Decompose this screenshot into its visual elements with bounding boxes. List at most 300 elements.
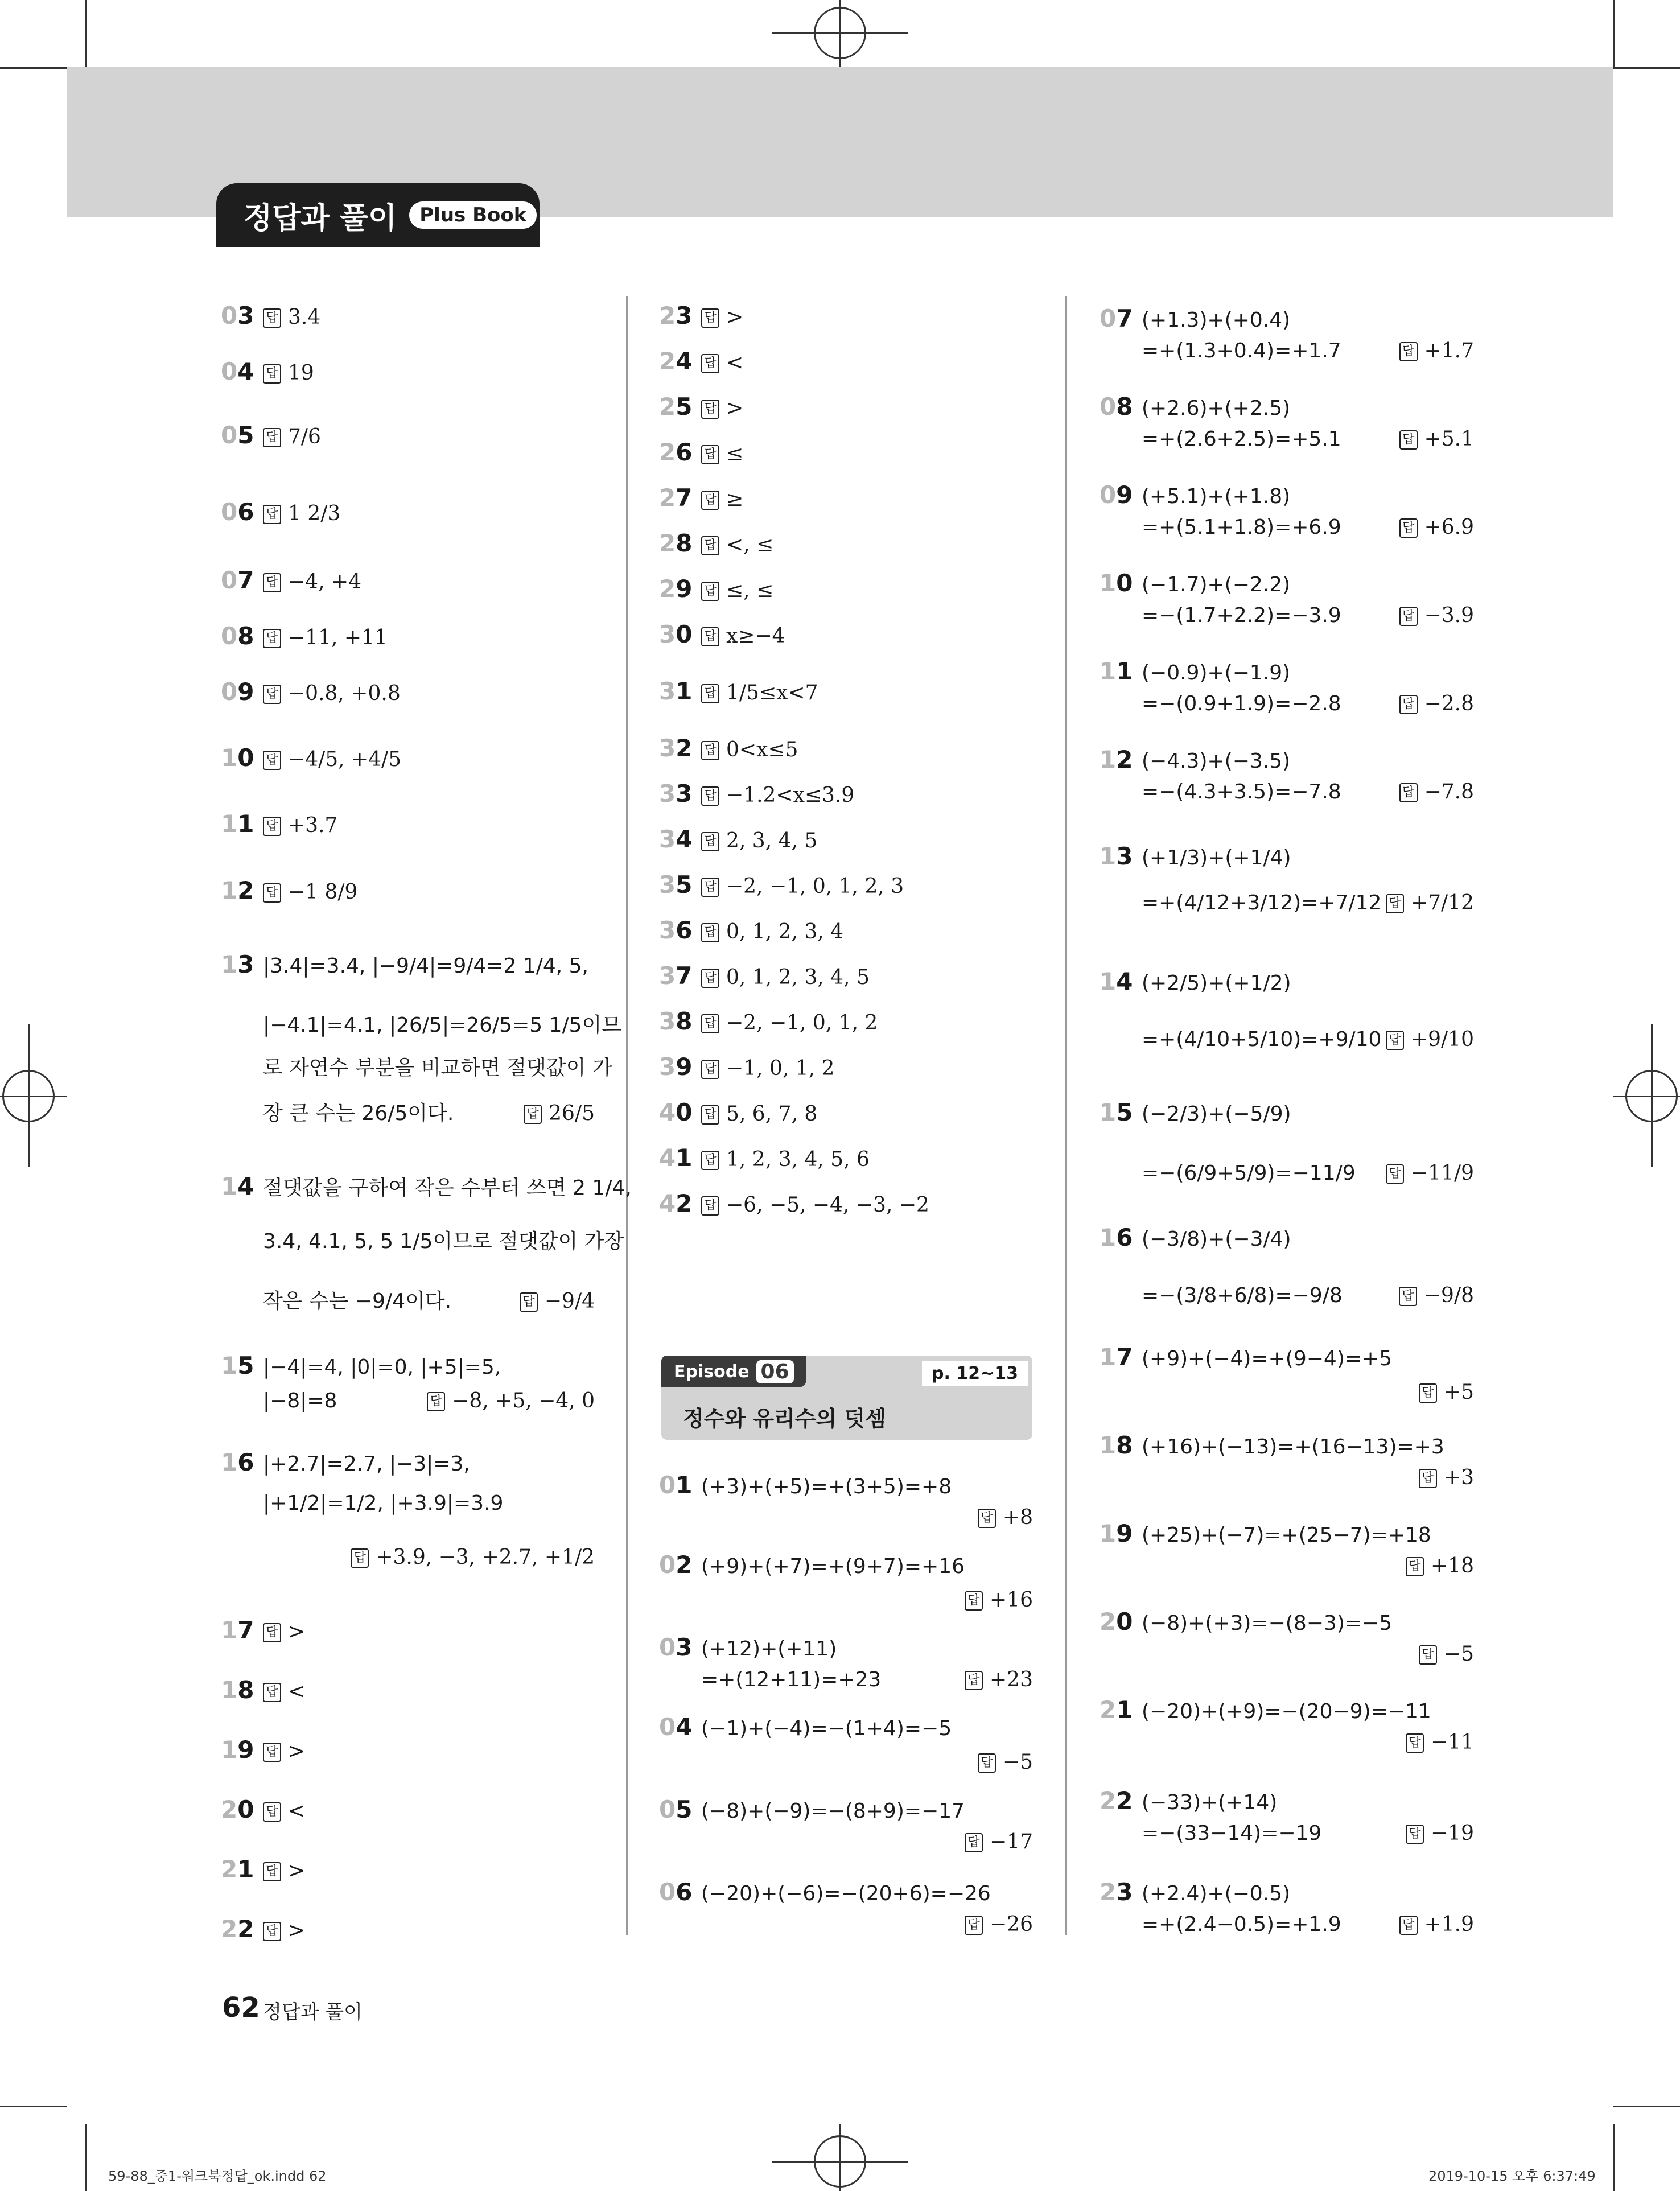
answer-marker-icon: 답 xyxy=(1419,1469,1437,1488)
answer-value xyxy=(263,425,321,448)
column-divider xyxy=(626,296,628,1935)
solution-text: (+2.4)+(−0.5) xyxy=(1142,1882,1291,1905)
answer-row xyxy=(659,1878,1033,1906)
answer-row xyxy=(1100,780,1474,804)
answer-marker-icon: 답 xyxy=(1399,1287,1417,1306)
answer-row xyxy=(221,357,595,386)
answer-value xyxy=(701,1193,929,1217)
registration-line xyxy=(839,2124,841,2191)
answer-marker-icon: 답 xyxy=(427,1392,445,1411)
problem-number: 11 xyxy=(221,810,254,838)
answer-row xyxy=(1100,891,1474,915)
problem-number: 18 xyxy=(1100,1431,1133,1459)
answer-row xyxy=(1100,304,1474,333)
problem-number: 07 xyxy=(1100,304,1133,332)
answer-row xyxy=(659,1471,1033,1500)
answer-marker-icon: 답 xyxy=(701,969,719,988)
answer-text: +9/10 xyxy=(1410,1028,1474,1051)
answer-marker-icon: 답 xyxy=(701,786,719,806)
answer-row xyxy=(659,1750,1033,1774)
answer-text: +1.9 xyxy=(1424,1913,1474,1936)
answer-text: 0, 1, 2, 3, 4 xyxy=(726,920,844,944)
problem-number: 38 xyxy=(659,1007,693,1035)
answer-value xyxy=(263,1919,305,1942)
answer-value xyxy=(701,920,843,944)
answer-value xyxy=(524,1101,595,1126)
answer-row xyxy=(221,1101,595,1126)
answer-value xyxy=(1406,1821,1474,1846)
answer-row xyxy=(659,1633,1033,1662)
answer-value xyxy=(701,1102,817,1126)
registration-line xyxy=(28,1024,30,1167)
answer-value xyxy=(701,738,798,761)
answer-row xyxy=(1100,1027,1474,1052)
plus-book-badge: Plus Book xyxy=(409,201,537,229)
answer-row xyxy=(1100,481,1474,509)
answer-value xyxy=(263,1859,305,1883)
answer-marker-icon: 답 xyxy=(701,923,719,942)
problem-number: 21 xyxy=(221,1855,254,1883)
answer-text: 2, 3, 4, 5 xyxy=(726,829,818,852)
answer-value xyxy=(965,1830,1033,1854)
answer-marker-icon: 답 xyxy=(965,1833,983,1852)
solution-text: 작은 수는 −9/4이다. xyxy=(263,1290,452,1313)
problem-number: 16 xyxy=(221,1448,254,1476)
solution-text: (−8)+(−9)=−(8+9)=−17 xyxy=(701,1799,965,1823)
answer-row xyxy=(221,1616,595,1645)
answer-row xyxy=(659,393,1033,421)
answer-marker-icon: 답 xyxy=(701,741,719,760)
title-tab xyxy=(216,183,540,247)
answer-value xyxy=(1419,1380,1474,1405)
crop-mark xyxy=(1613,2124,1615,2191)
answer-value xyxy=(263,361,314,385)
answer-text: > xyxy=(288,1740,306,1763)
problem-number: 06 xyxy=(659,1878,693,1906)
answer-value xyxy=(1399,1283,1474,1308)
answer-value xyxy=(701,579,773,602)
answer-text: −9/4 xyxy=(544,1290,595,1313)
solution-text: |+2.7|=2.7, |−3|=3, xyxy=(263,1452,470,1476)
answer-marker-icon: 답 xyxy=(263,1623,281,1642)
answer-text: <, ≤ xyxy=(726,533,774,557)
solution-text: (+2.6)+(+2.5) xyxy=(1142,397,1291,420)
solution-text: 로 자연수 부분을 비교하면 절댓값이 가 xyxy=(263,1056,612,1080)
crop-mark xyxy=(0,67,67,69)
answer-text: −4/5, +4/5 xyxy=(288,748,402,771)
answer-marker-icon: 답 xyxy=(701,536,719,555)
answer-text: 5, 6, 7, 8 xyxy=(726,1102,818,1126)
problem-number: 23 xyxy=(1100,1878,1133,1906)
answer-value xyxy=(978,1750,1033,1774)
answer-value xyxy=(965,1912,1033,1937)
answer-row xyxy=(1100,515,1474,539)
answer-text: −5 xyxy=(1002,1751,1033,1774)
answer-text: +6.9 xyxy=(1424,516,1474,539)
answer-row xyxy=(659,1098,1033,1127)
answer-value xyxy=(701,1057,834,1080)
answer-row xyxy=(1100,1696,1474,1724)
solution-text: |−4.1|=4.1, |26/5|=26/5=5 1/5이므 xyxy=(263,1014,622,1037)
solution-text: |3.4|=3.4, |−9/4|=9/4=2 1/4, 5, xyxy=(263,954,588,978)
answer-value xyxy=(263,748,401,771)
answer-row xyxy=(221,1736,595,1764)
episode-number: 06 xyxy=(756,1360,794,1383)
answer-text: 19 xyxy=(288,361,314,385)
answer-text: −1.2<x≤3.9 xyxy=(726,784,855,807)
answer-row xyxy=(659,302,1033,330)
solution-text: (+12)+(+11) xyxy=(701,1637,837,1661)
problem-number: 20 xyxy=(1100,1608,1133,1636)
answer-row xyxy=(221,1056,612,1080)
answer-text: −19 xyxy=(1431,1822,1474,1845)
answer-text: < xyxy=(288,1799,306,1823)
answer-text: 3.4 xyxy=(288,306,321,329)
answer-text: > xyxy=(288,1919,306,1942)
episode-pages: p. 12~13 xyxy=(922,1361,1028,1386)
answer-value xyxy=(701,1148,870,1171)
solution-text: (+5.1)+(+1.8) xyxy=(1142,485,1291,508)
answer-marker-icon: 답 xyxy=(263,1862,281,1881)
answer-value xyxy=(701,533,773,557)
problem-number: 09 xyxy=(221,678,254,706)
answer-marker-icon: 답 xyxy=(701,878,719,897)
answer-row xyxy=(221,1855,595,1884)
answer-marker-icon: 답 xyxy=(701,582,719,601)
answer-value xyxy=(701,966,870,989)
answer-text: 7/6 xyxy=(288,425,321,448)
answer-row xyxy=(221,622,595,650)
answer-text: −1, 0, 1, 2 xyxy=(726,1057,835,1080)
answer-marker-icon: 답 xyxy=(1399,607,1418,626)
answer-row xyxy=(659,916,1033,945)
answer-marker-icon: 답 xyxy=(1386,1031,1404,1050)
answer-row xyxy=(1100,967,1474,996)
answer-value xyxy=(701,397,743,420)
problem-number: 03 xyxy=(659,1633,693,1661)
answer-value xyxy=(965,1588,1033,1612)
problem-number: 10 xyxy=(221,744,254,772)
answer-value xyxy=(1399,339,1474,363)
answer-row xyxy=(221,302,595,330)
solution-text: (+3)+(+5)=+(3+5)=+8 xyxy=(701,1475,952,1498)
problem-number: 14 xyxy=(221,1172,254,1200)
answer-row xyxy=(659,529,1033,558)
answer-marker-icon: 답 xyxy=(263,1743,281,1762)
solution-text: =−(4.3+3.5)=−7.8 xyxy=(1142,780,1341,804)
answer-row xyxy=(1100,1465,1474,1490)
answer-row xyxy=(221,810,595,838)
problem-number: 35 xyxy=(659,871,693,899)
solution-text: =+(2.4−0.5)=+1.9 xyxy=(1142,1913,1341,1936)
slug-file: 59-88_중1-워크북정답_ok.indd 62 xyxy=(108,2168,327,2184)
answer-value xyxy=(520,1289,595,1313)
answer-marker-icon: 답 xyxy=(263,1683,281,1702)
answer-text: −2, −1, 0, 1, 2, 3 xyxy=(726,875,904,898)
answer-value xyxy=(427,1389,595,1413)
answer-value xyxy=(1406,1730,1474,1755)
answer-text: x≥−4 xyxy=(726,624,785,648)
problem-number: 40 xyxy=(659,1098,693,1126)
answer-marker-icon: 답 xyxy=(1399,1916,1418,1935)
problem-number: 04 xyxy=(221,357,254,385)
answer-value xyxy=(1399,691,1474,716)
answer-row xyxy=(1100,1642,1474,1666)
crop-mark xyxy=(1613,0,1615,67)
answer-value xyxy=(263,1620,305,1644)
answer-value xyxy=(1399,780,1474,804)
solution-text: 장 큰 수는 26/5이다. xyxy=(263,1102,454,1125)
answer-text: −11, +11 xyxy=(288,626,388,649)
answer-text: 1, 2, 3, 4, 5, 6 xyxy=(726,1148,870,1171)
problem-number: 22 xyxy=(221,1915,254,1943)
answer-marker-icon: 답 xyxy=(263,573,281,592)
answer-text: −17 xyxy=(990,1830,1033,1854)
answer-row xyxy=(221,1448,595,1477)
answer-marker-icon: 답 xyxy=(701,627,719,646)
answer-text: 0<x≤5 xyxy=(726,738,798,761)
problem-number: 15 xyxy=(1100,1098,1133,1126)
answer-text: +1.7 xyxy=(1424,339,1474,363)
answer-row xyxy=(221,421,595,450)
answer-value xyxy=(965,1667,1033,1692)
problem-number: 31 xyxy=(659,677,693,705)
answer-row xyxy=(659,1551,1033,1579)
answer-value xyxy=(701,488,743,511)
answer-row xyxy=(221,1795,595,1824)
answer-value xyxy=(1399,427,1474,451)
problem-number: 05 xyxy=(221,421,254,449)
answer-marker-icon: 답 xyxy=(263,629,281,648)
problem-number: 20 xyxy=(221,1795,254,1823)
answer-row xyxy=(221,1229,624,1254)
answer-marker-icon: 답 xyxy=(263,364,281,384)
answer-value xyxy=(701,306,743,329)
answer-marker-icon: 답 xyxy=(1399,342,1418,361)
answer-text: > xyxy=(288,1859,306,1883)
answer-row xyxy=(221,876,595,905)
answer-marker-icon: 답 xyxy=(1399,783,1418,802)
answer-marker-icon: 답 xyxy=(701,308,719,328)
answer-text: ≤ xyxy=(726,442,744,466)
answer-marker-icon: 답 xyxy=(1419,1383,1437,1403)
answer-row xyxy=(1100,842,1474,871)
answer-text: > xyxy=(726,306,744,329)
episode-title: 정수와 유리수의 덧셈 xyxy=(683,1406,886,1431)
answer-row xyxy=(659,962,1033,990)
answer-marker-icon: 답 xyxy=(1399,430,1418,450)
problem-number: 21 xyxy=(1100,1696,1133,1724)
answer-text: ≥ xyxy=(726,488,744,511)
answer-value xyxy=(701,681,818,705)
answer-row xyxy=(1100,1431,1474,1460)
problem-number: 02 xyxy=(659,1551,693,1579)
answer-row xyxy=(1100,1343,1474,1372)
answer-value xyxy=(263,814,337,837)
solution-text: =−(6/9+5/9)=−11/9 xyxy=(1142,1162,1356,1185)
answer-row xyxy=(221,566,595,595)
solution-text: =−(0.9+1.9)=−2.8 xyxy=(1142,692,1341,715)
answer-value xyxy=(1419,1465,1474,1490)
answer-row xyxy=(1100,1380,1474,1405)
answer-row xyxy=(221,1915,595,1943)
problem-number: 42 xyxy=(659,1189,693,1217)
answer-row xyxy=(1100,657,1474,686)
answer-row xyxy=(221,1545,595,1570)
problem-number: 08 xyxy=(1100,393,1133,421)
problem-number: 12 xyxy=(1100,746,1133,773)
answer-row xyxy=(221,1352,595,1380)
answer-value xyxy=(701,624,785,648)
answer-row xyxy=(1100,1283,1474,1308)
answer-marker-icon: 답 xyxy=(263,751,281,770)
answer-text: −26 xyxy=(990,1913,1033,1936)
problem-number: 27 xyxy=(659,484,693,512)
problem-number: 10 xyxy=(1100,569,1133,597)
answer-row xyxy=(221,950,595,979)
problem-number: 13 xyxy=(1100,842,1133,870)
crop-mark xyxy=(1613,2106,1680,2107)
answer-row xyxy=(221,1013,622,1037)
answer-marker-icon: 답 xyxy=(1399,695,1418,714)
problem-number: 01 xyxy=(659,1471,693,1499)
answer-row xyxy=(1100,339,1474,363)
answer-row xyxy=(659,871,1033,899)
answer-row xyxy=(1100,1608,1474,1636)
problem-number: 14 xyxy=(1100,967,1133,995)
answer-row xyxy=(1100,1821,1474,1846)
answer-row xyxy=(659,780,1033,808)
answer-text: > xyxy=(726,397,744,420)
answer-text: −11 xyxy=(1431,1731,1474,1754)
problem-number: 08 xyxy=(221,622,254,650)
answer-row xyxy=(1100,746,1474,774)
problem-number: 12 xyxy=(221,876,254,904)
solution-text: (−1.7)+(−2.2) xyxy=(1142,573,1291,596)
answer-row xyxy=(1100,603,1474,628)
answer-marker-icon: 답 xyxy=(701,400,719,419)
answer-text: +3 xyxy=(1443,1466,1474,1489)
answer-marker-icon: 답 xyxy=(1406,1825,1424,1844)
answer-text: +18 xyxy=(1431,1554,1474,1578)
solution-text: (+1.3)+(+0.4) xyxy=(1142,308,1291,332)
answer-marker-icon: 답 xyxy=(978,1753,996,1773)
answer-marker-icon: 답 xyxy=(520,1292,538,1312)
answer-text: −5 xyxy=(1443,1642,1474,1666)
answer-row xyxy=(659,677,1033,706)
problem-number: 05 xyxy=(659,1795,693,1823)
answer-text: −2, −1, 0, 1, 2 xyxy=(726,1011,878,1035)
answer-marker-icon: 답 xyxy=(263,505,281,524)
answer-row xyxy=(1100,569,1474,598)
answer-marker-icon: 답 xyxy=(1406,1557,1424,1576)
answer-row xyxy=(659,1144,1033,1172)
solution-text: 3.4, 4.1, 5, 5 1/5이므로 절댓값이 가장 xyxy=(263,1230,624,1253)
solution-text: =−(33−14)=−19 xyxy=(1142,1822,1322,1845)
registration-line xyxy=(1613,1096,1680,1097)
answer-row xyxy=(659,438,1033,467)
answer-row xyxy=(221,498,595,526)
answer-text: < xyxy=(726,351,744,374)
answer-text: −1 8/9 xyxy=(288,880,358,904)
answer-row xyxy=(221,1389,595,1413)
answer-marker-icon: 답 xyxy=(263,685,281,704)
problem-number: 13 xyxy=(221,950,254,978)
answer-text: +5 xyxy=(1443,1381,1474,1404)
solution-text: (−20)+(−6)=−(20+6)=−26 xyxy=(701,1882,991,1905)
slug-date: 2019-10-15 오후 6:37:49 xyxy=(1428,2168,1596,2184)
answer-text: −6, −5, −4, −3, −2 xyxy=(726,1193,929,1217)
solution-text: 절댓값을 구하여 작은 수부터 쓰면 2 1/4, xyxy=(263,1176,632,1200)
answer-text: −2.8 xyxy=(1424,692,1474,715)
crop-mark xyxy=(1613,67,1680,69)
answer-text: > xyxy=(288,1620,306,1644)
answer-marker-icon: 답 xyxy=(701,1105,719,1125)
answer-row xyxy=(659,1912,1033,1937)
answer-value xyxy=(263,502,340,525)
answer-row xyxy=(659,1505,1033,1530)
answer-marker-icon: 답 xyxy=(351,1548,369,1568)
answer-row xyxy=(1100,1161,1474,1185)
answer-value xyxy=(1386,1161,1474,1185)
solution-text: (−20)+(+9)=−(20−9)=−11 xyxy=(1142,1700,1431,1723)
answer-text: +8 xyxy=(1002,1506,1033,1529)
solution-text: (+9)+(−4)=+(9−4)=+5 xyxy=(1142,1347,1393,1370)
answer-row xyxy=(659,484,1033,512)
answer-marker-icon: 답 xyxy=(1419,1645,1437,1665)
answer-row xyxy=(1100,1224,1474,1252)
solution-text: (−1)+(−4)=−(1+4)=−5 xyxy=(701,1717,952,1740)
solution-text: =−(1.7+2.2)=−3.9 xyxy=(1142,604,1341,627)
problem-number: 19 xyxy=(221,1736,254,1764)
answer-value xyxy=(1399,603,1474,628)
answer-text: 1 2/3 xyxy=(288,502,341,525)
answer-row xyxy=(1100,1098,1474,1127)
episode-label: Episode xyxy=(674,1361,750,1382)
problem-number: 34 xyxy=(659,825,693,853)
problem-number: 17 xyxy=(221,1616,254,1644)
episode-badge xyxy=(661,1356,806,1387)
crop-mark xyxy=(0,2106,67,2107)
problem-number: 09 xyxy=(1100,481,1133,509)
solution-text: (−4.3)+(−3.5) xyxy=(1142,749,1291,773)
answer-value xyxy=(263,570,361,594)
solution-text: (−33)+(+14) xyxy=(1142,1791,1278,1814)
answer-value xyxy=(263,626,388,649)
answer-row xyxy=(659,347,1033,376)
answer-marker-icon: 답 xyxy=(263,1802,281,1822)
answer-text: 26/5 xyxy=(549,1102,595,1125)
answer-value xyxy=(701,442,743,466)
answer-value xyxy=(978,1505,1033,1530)
answer-marker-icon: 답 xyxy=(263,308,281,328)
solution-text: |−8|=8 xyxy=(263,1389,337,1412)
solution-text: (+1/3)+(+1/4) xyxy=(1142,846,1291,870)
answer-marker-icon: 답 xyxy=(701,1196,719,1216)
answer-marker-icon: 답 xyxy=(524,1105,542,1124)
problem-number: 17 xyxy=(1100,1343,1133,1371)
problem-number: 19 xyxy=(1100,1519,1133,1547)
problem-number: 23 xyxy=(659,302,693,330)
answer-value xyxy=(701,875,904,898)
answer-row xyxy=(659,1189,1033,1218)
solution-text: (−2/3)+(−5/9) xyxy=(1142,1102,1291,1126)
crop-mark xyxy=(85,0,87,67)
answer-marker-icon: 답 xyxy=(1406,1733,1424,1753)
page-label: 정답과 풀이 xyxy=(263,2001,363,2024)
problem-number: 30 xyxy=(659,620,693,648)
registration-line xyxy=(0,1096,67,1097)
